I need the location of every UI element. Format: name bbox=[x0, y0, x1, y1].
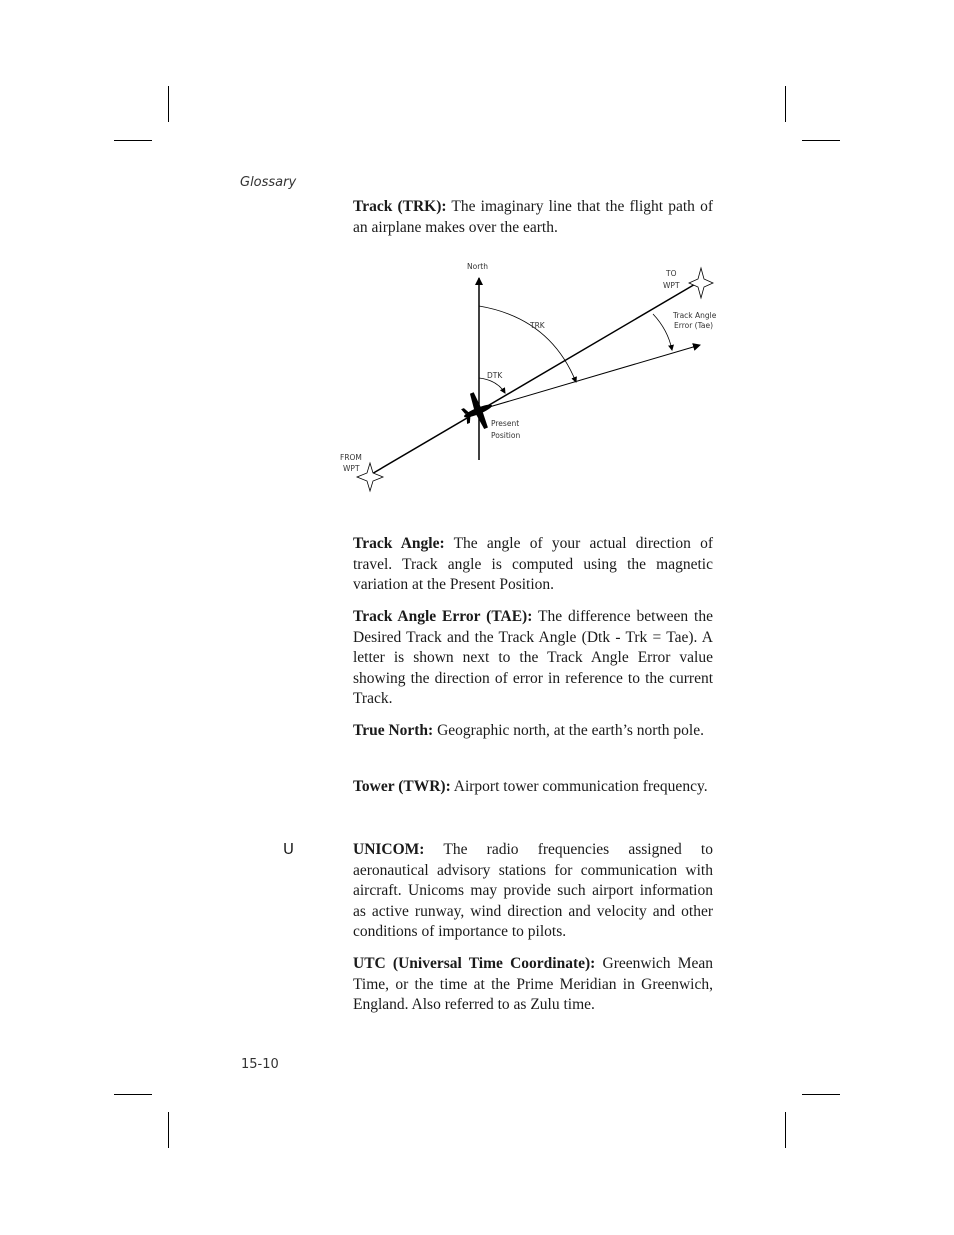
glossary-entry-unicom bbox=[353, 840, 713, 943]
to-label-line2: WPT bbox=[663, 281, 680, 290]
entry-term: Track (TRK): bbox=[353, 198, 447, 215]
entry-term: Track Angle: bbox=[353, 535, 445, 552]
entry-term: UNICOM: bbox=[353, 841, 425, 858]
present-position-line1: Present bbox=[491, 419, 520, 428]
crop-mark bbox=[114, 1094, 152, 1095]
crop-mark bbox=[785, 1112, 786, 1148]
to-label-line1: TO bbox=[666, 269, 677, 278]
from-label-line1: FROM bbox=[340, 453, 362, 462]
to-waypoint-icon bbox=[689, 268, 713, 298]
trk-label: TRK bbox=[530, 321, 545, 330]
entry-definition: The imaginary line that the flight path of an airplane makes over the earth. bbox=[353, 198, 713, 236]
entry-term: UTC (Universal Time Coordinate): bbox=[353, 955, 596, 972]
glossary-entry-tower bbox=[353, 777, 713, 798]
entry-definition: Airport tower communication frequency. bbox=[453, 778, 708, 795]
track-diagram bbox=[330, 255, 730, 500]
actual-track-line bbox=[479, 345, 700, 410]
crop-mark bbox=[168, 1112, 169, 1148]
glossary-entry-utc bbox=[353, 954, 713, 1016]
entry-definition: Greenwich Mean Time, or the time at the Prime Meridian in Greenwich, England. Also referred to as Zulu time. bbox=[353, 955, 713, 1013]
from-label-line2: WPT bbox=[343, 464, 360, 473]
entry-term: True North: bbox=[353, 722, 434, 739]
crop-mark bbox=[114, 140, 152, 141]
crop-mark bbox=[802, 140, 840, 141]
north-label: North bbox=[467, 262, 488, 271]
tae-arc bbox=[653, 314, 672, 350]
crop-mark bbox=[785, 86, 786, 122]
section-letter: U bbox=[283, 840, 294, 858]
entry-term: Track Angle Error (TAE): bbox=[353, 608, 533, 625]
from-waypoint-icon bbox=[357, 463, 383, 491]
dtk-arc bbox=[479, 378, 505, 393]
entry-definition: Geographic north, at the earth’s north pole. bbox=[437, 722, 704, 739]
crop-mark bbox=[802, 1094, 840, 1095]
page-number: 15-10 bbox=[241, 1057, 279, 1072]
tae-label-line2: Error (Tae) bbox=[674, 321, 714, 330]
entry-definition: The angle of your actual direction of travel. Track angle is computed using the magnetic variation at the Present Position. bbox=[353, 535, 714, 593]
present-position-line2: Position bbox=[491, 431, 521, 440]
tae-label-line1: Track Angle bbox=[673, 311, 717, 320]
glossary-entry-track bbox=[353, 197, 713, 238]
desired-track-line bbox=[370, 283, 697, 475]
entry-definition: The difference between the Desired Track and the Track Angle (Dtk - Trk = Tae). A letter is shown next to the Track Angle Error value showing the direction of error in reference to the current Track. bbox=[353, 608, 713, 707]
glossary-entry-track-angle-error bbox=[353, 607, 713, 710]
glossary-entry-true-north bbox=[353, 721, 713, 742]
entry-term: Tower (TWR): bbox=[353, 778, 451, 795]
crop-mark bbox=[168, 86, 169, 122]
dtk-label: DTK bbox=[487, 371, 503, 380]
glossary-entry-track-angle bbox=[353, 534, 713, 596]
running-head: Glossary bbox=[240, 175, 297, 190]
entry-definition: The radio frequencies assigned to aeronautical advisory stations for communication with aircraft. Unicoms may provide such airport information as active runway, wind direction and velocity and other conditions of importance to pilots. bbox=[353, 841, 713, 940]
